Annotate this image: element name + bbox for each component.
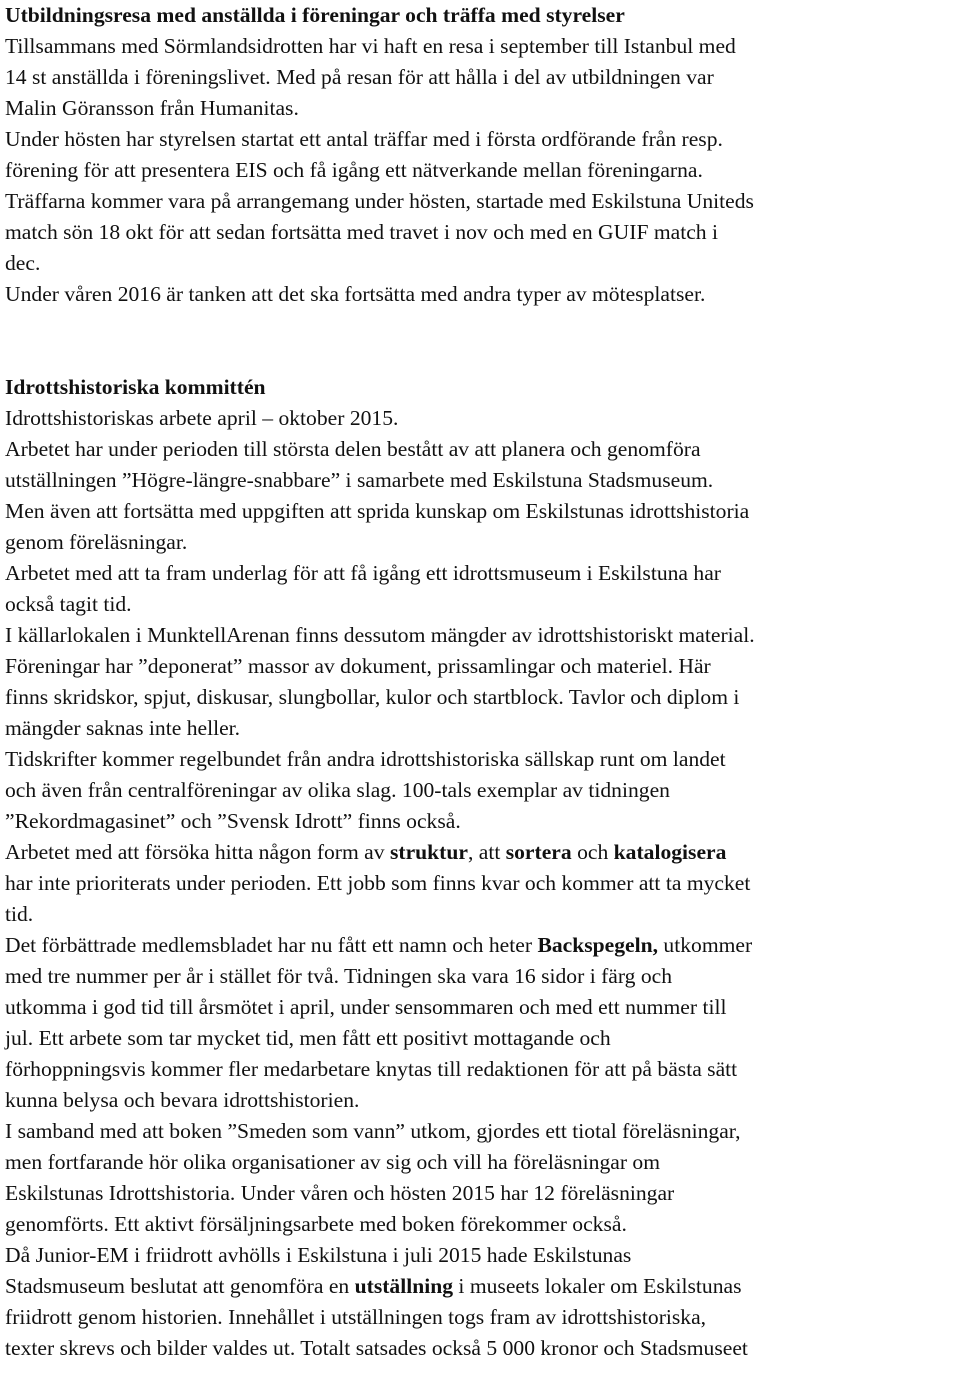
text-line: Tillsammans med Sörmlandsidrotten har vi haft en resa i september till Istanbul med [5, 34, 736, 58]
document-page [5, 0, 955, 1364]
text-line: I källarlokalen i MunktellArenan finns dessutom mängder av idrottshistoriskt material. [5, 623, 755, 647]
text-line: Föreningar har ”deponerat” massor av dokument, prissamlingar och materiel. Här [5, 654, 711, 678]
text-line: Arbetet med att ta fram underlag för att få igång ett idrottsmuseum i Eskilstuna har [5, 561, 721, 585]
text-line: och även från centralföreningar av olika slag. 100-tals exemplar av tidningen [5, 778, 670, 802]
text-line: Malin Göransson från Humanitas. [5, 96, 299, 120]
text-line: tid. [5, 902, 34, 926]
emphasis-struktur: struktur [389, 840, 468, 864]
text-line: genom föreläsningar. [5, 530, 188, 554]
text-line: Tidskrifter kommer regelbundet från andra idrottshistoriska sällskap runt om landet [5, 747, 726, 771]
text-run: Det förbättrade medlemsbladet har nu fått ett namn och heter [5, 933, 538, 957]
text-line: förening för att presentera EIS och få igång ett nätverkande mellan föreningarna. [5, 158, 703, 182]
text-line: dec. [5, 251, 41, 275]
text-line: I samband med att boken ”Smeden som vann” utkom, gjordes ett tiotal föreläsningar, [5, 1119, 741, 1143]
text-line: utkomma i god tid till årsmötet i april, under sensommaren och med ett nummer till [5, 995, 727, 1019]
text-line: Eskilstunas Idrottshistoria. Under våren och hösten 2015 har 12 föreläsningar [5, 1181, 675, 1205]
emphasis-utstallning: utställning [354, 1274, 454, 1298]
text-line: förhoppningsvis kommer fler medarbetare knytas till redaktionen för att på bästa sätt [5, 1057, 738, 1081]
section-heading: Idrottshistoriska kommittén [5, 375, 266, 399]
text-line: jul. Ett arbete som tar mycket tid, men fått ett positivt mottagande och [5, 1026, 611, 1050]
text-line: Idrottshistoriskas arbete april – oktober 2015. [5, 406, 399, 430]
text-line: finns skridskor, spjut, diskusar, slungbollar, kulor och startblock. Tavlor och diplom i [5, 685, 740, 709]
text-line: ”Rekordmagasinet” och ”Svensk Idrott” finns också. [5, 809, 461, 833]
text-line: Men även att fortsätta med uppgiften att sprida kunskap om Eskilstunas idrottshistoria [5, 499, 750, 523]
text-line: 14 st anställda i föreningslivet. Med på resan för att hålla i del av utbildningen var [5, 65, 714, 89]
text-run: , att [467, 840, 506, 864]
emphasis-sortera: sortera [505, 840, 572, 864]
text-line: texter skrevs och bilder valdes ut. Totalt satsades också 5 000 kronor och Stadsmuseet [5, 1336, 748, 1360]
text-line-backspegeln [5, 930, 955, 961]
text-run: Stadsmuseum beslutat att genomföra en [5, 1274, 355, 1298]
text-line: Träffarna kommer vara på arrangemang under hösten, startade med Eskilstuna Uniteds [5, 189, 754, 213]
text-line: Under våren 2016 är tanken att det ska fortsätta med andra typer av mötesplatser. [5, 282, 706, 306]
section-spacer [5, 310, 955, 372]
section-heading: Utbildningsresa med anställda i föreningar och träffa med styrelser [5, 3, 625, 27]
text-line: mängder saknas inte heller. [5, 716, 241, 740]
text-line: också tagit tid. [5, 592, 132, 616]
emphasis-backspegeln: Backspegeln, [537, 933, 659, 957]
text-line: kunna belysa och bevara idrottshistorien. [5, 1088, 360, 1112]
text-line: match sön 18 okt för att sedan fortsätta med travet i nov och med en GUIF match i [5, 220, 719, 244]
text-line: Under hösten har styrelsen startat ett antal träffar med i första ordförande från resp. [5, 127, 723, 151]
emphasis-katalogisera: katalogisera [613, 840, 727, 864]
text-line-struktur [5, 837, 955, 868]
text-run: Arbetet med att försöka hitta någon form av [5, 840, 390, 864]
text-line: genomförts. Ett aktivt försäljningsarbete med boken förekommer också. [5, 1212, 627, 1236]
text-run: och [571, 840, 614, 864]
text-line: Arbetet har under perioden till största delen bestått av att planera och genomföra [5, 437, 701, 461]
text-line: men fortfarande hör olika organisationer av sig och vill ha föreläsningar om [5, 1150, 661, 1174]
text-line: med tre nummer per år i stället för två. Tidningen ska vara 16 sidor i färg och [5, 964, 673, 988]
text-line: utställningen ”Högre-längre-snabbare” i samarbete med Eskilstuna Stadsmuseum. [5, 468, 714, 492]
text-line: har inte prioriterats under perioden. Ett jobb som finns kvar och kommer att ta mycket [5, 871, 751, 895]
text-line: friidrott genom historien. Innehållet i utställningen togs fram av idrottshistoriska, [5, 1305, 707, 1329]
text-run: utkommer [658, 933, 753, 957]
text-line-utstallning [5, 1271, 955, 1302]
text-run: i museets lokaler om Eskilstunas [453, 1274, 742, 1298]
text-line: Då Junior-EM i friidrott avhölls i Eskilstuna i juli 2015 hade Eskilstunas [5, 1243, 632, 1267]
